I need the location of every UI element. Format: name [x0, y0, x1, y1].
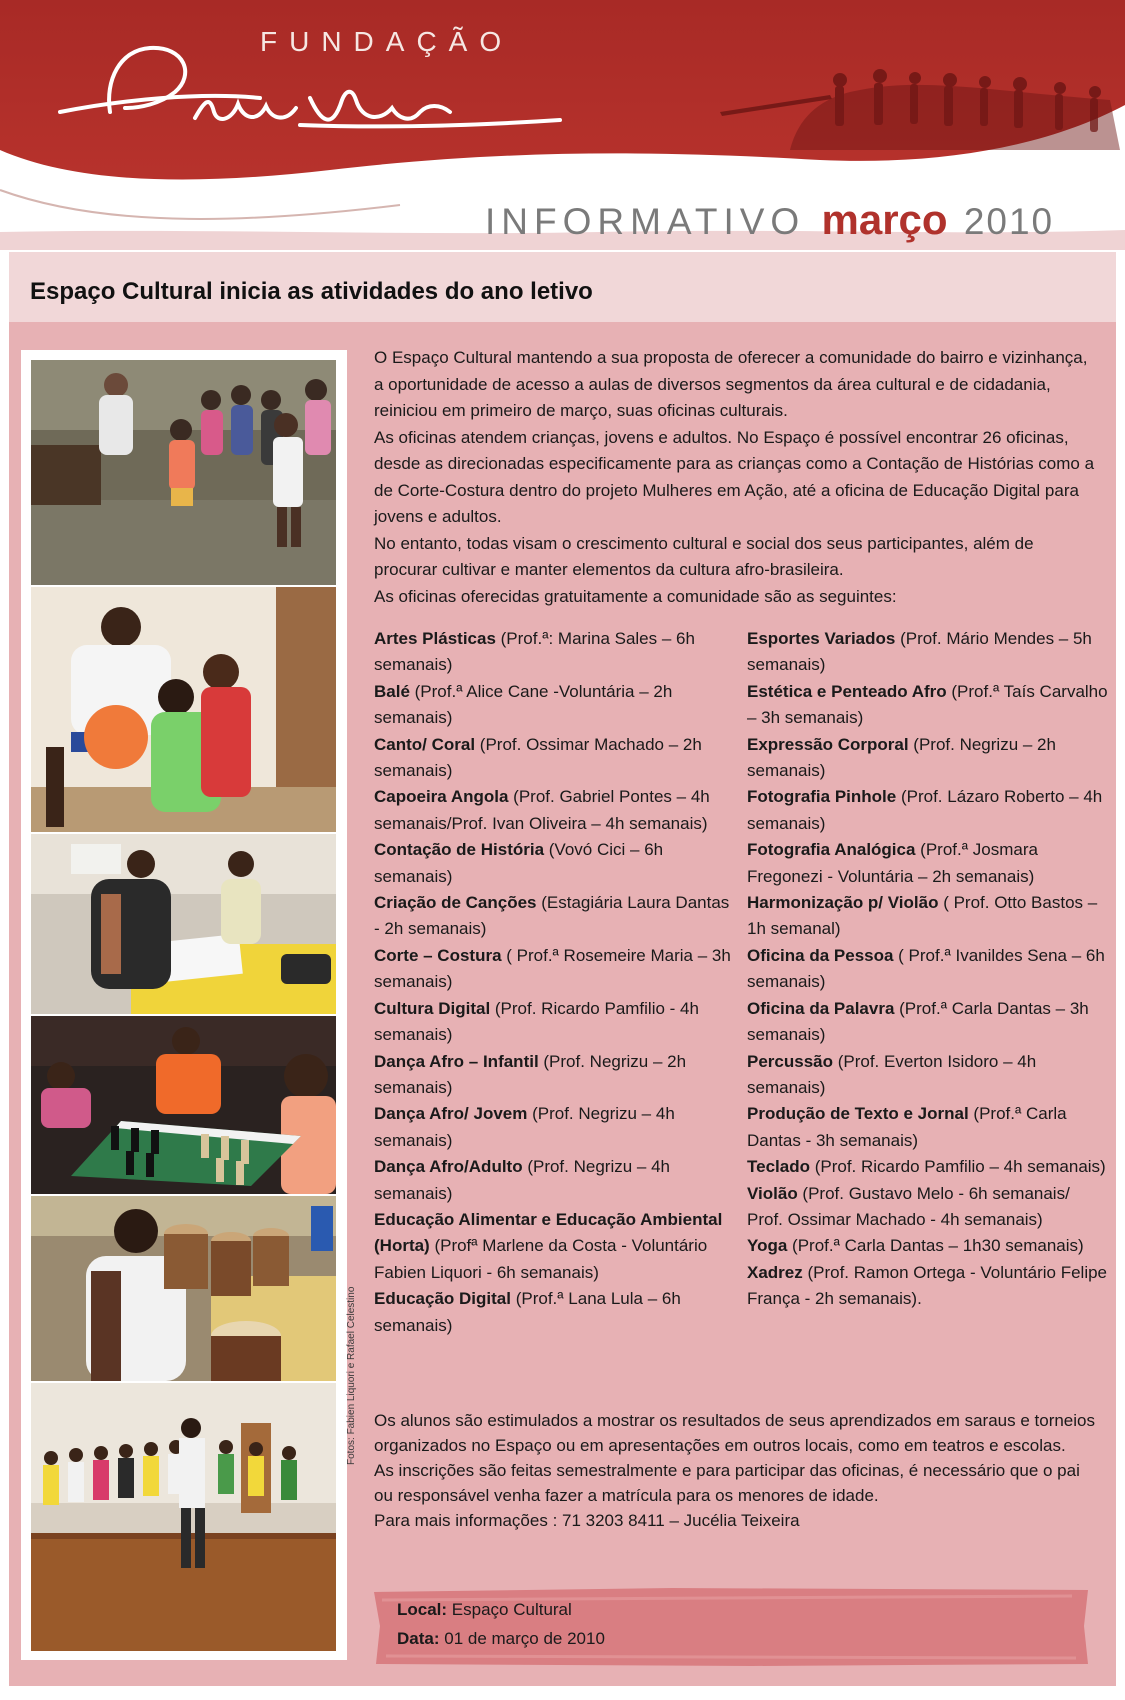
- workshop-detail: (Prof.ª Josmara Fregonezi - Voluntária – 2h semanais): [747, 840, 1038, 886]
- workshop-item: [374, 732, 736, 785]
- workshop-detail: (Prof. Ossimar Machado – 2h semanais): [374, 734, 702, 781]
- event-date: [397, 1629, 605, 1649]
- workshop-item: [374, 679, 736, 732]
- workshop-item: [747, 1233, 1109, 1259]
- workshop-name: Estética e Penteado Afro: [747, 681, 947, 701]
- workshop-detail: (Prof.ª Taís Carvalho – 3h semanais): [747, 681, 1108, 728]
- workshop-item: [374, 890, 736, 943]
- workshop-detail: (Prof. Negrizu – 4h semanais): [374, 1157, 670, 1203]
- workshop-item: [374, 1101, 736, 1154]
- workshop-item: [374, 837, 736, 890]
- photo-sports-ball: [31, 587, 336, 832]
- workshop-name: Fotografia Analógica: [747, 840, 916, 860]
- workshop-name: Violão: [747, 1183, 798, 1203]
- workshop-detail: (Estagiária Laura Dantas - 2h semanais): [374, 893, 730, 939]
- workshop-name: Oficina da Pessoa: [747, 945, 894, 965]
- photo-percussion: [31, 1196, 336, 1381]
- workshop-detail: ( Prof.ª Ivanildes Sena – 6h semanais): [747, 945, 1105, 992]
- workshop-detail: (Prof. Negrizu – 2h semanais): [374, 1051, 687, 1097]
- workshop-detail: (Vovó Cici – 6h semanais): [374, 840, 664, 886]
- workshop-detail: (Prof. Negrizu – 2h semanais): [747, 734, 1056, 781]
- workshop-item: [374, 1049, 736, 1102]
- workshop-name: Xadrez: [747, 1262, 803, 1282]
- title-band: [9, 252, 1116, 322]
- issue-year: 2010: [963, 201, 1055, 242]
- workshop-detail: (Prof. Negrizu – 4h semanais): [374, 1104, 675, 1150]
- workshop-name: Oficina da Palavra: [747, 998, 895, 1018]
- workshop-item: [747, 1181, 1109, 1234]
- date-label: Data:: [397, 1629, 440, 1648]
- event-location: [397, 1600, 572, 1620]
- workshop-detail: (Prof.ª Lana Lula – 6h semanais): [374, 1289, 681, 1335]
- workshop-item: [747, 943, 1109, 996]
- workshop-item: [747, 1049, 1109, 1102]
- workshop-name: Educação Alimentar e Educação Ambiental (Horta): [374, 1209, 723, 1256]
- workshop-name: Capoeira Angola: [374, 787, 509, 807]
- workshop-name: Fotografia Pinhole: [747, 787, 897, 807]
- intro-paragraph: O Espaço Cultural mantendo a sua proposta de oferecer a comunidade do bairro e vizinhança, a oportunidade de acesso a aulas de diversos segmentos da área cultural e de cidadania, reiniciou em primeiro de março, suas oficinas culturais.: [374, 348, 1088, 420]
- date-value: 01 de março de 2010: [439, 1629, 605, 1648]
- workshop-list-right: [747, 626, 1109, 1313]
- workshop-name: Teclado: [747, 1157, 810, 1177]
- workshop-name: Percussão: [747, 1051, 833, 1071]
- workshop-name: Dança Afro/Adulto: [374, 1157, 523, 1177]
- workshop-item: [374, 1207, 736, 1286]
- photo-column: [21, 350, 347, 1660]
- workshop-item: [747, 784, 1109, 837]
- issue-month: março: [821, 196, 948, 243]
- closing-paragraph: As inscrições são feitas semestralmente e para participar das oficinas, é necessário que o pai ou responsável venha fazer a matrícula para os menores de idade.: [374, 1461, 1080, 1505]
- intro-text: [374, 345, 1096, 610]
- newsletter-header: [0, 0, 1125, 250]
- workshop-name: Dança Afro/ Jovem: [374, 1104, 528, 1124]
- intro-paragraph: As oficinas oferecidas gratuitamente a comunidade são as seguintes:: [374, 586, 897, 606]
- workshop-detail: (Profª Marlene da Costa - Voluntário Fabien Liquori - 6h semanais): [374, 1236, 708, 1282]
- article-title: Espaço Cultural inicia as atividades do ano letivo: [30, 278, 593, 305]
- workshop-name: Produção de Texto e Jornal: [747, 1104, 969, 1124]
- workshop-name: Criação de Canções: [374, 893, 537, 913]
- workshop-item: [374, 1286, 736, 1339]
- workshop-item: [747, 1154, 1109, 1180]
- newsletter-label: INFORMATIVO: [485, 201, 806, 242]
- photo-chess: [31, 1016, 336, 1194]
- workshop-detail: (Prof. Gabriel Pontes – 4h semanais/Prof. Ivan Oliveira – 4h semanais): [374, 787, 710, 833]
- workshop-item: [747, 837, 1109, 890]
- workshop-detail: (Prof. Ramon Ortega - Voluntário Felipe França - 2h semanais).: [747, 1262, 1107, 1309]
- workshop-item: [747, 626, 1109, 679]
- closing-text: [374, 1408, 1096, 1533]
- workshop-detail: (Prof. Ricardo Pamfilio – 4h semanais): [809, 1157, 1106, 1177]
- workshop-detail: (Prof. Ricardo Pamfilio - 4h semanais): [374, 998, 699, 1045]
- workshop-item: [747, 1101, 1109, 1154]
- workshop-name: Artes Plásticas: [374, 629, 496, 648]
- workshop-item: [374, 943, 736, 996]
- workshop-name: Dança Afro – Infantil: [374, 1051, 539, 1071]
- contact-info: Para mais informações : 71 3203 8411 – Jucélia Teixeira: [374, 1511, 800, 1530]
- workshop-detail: (Prof.ª Carla Dantas – 3h semanais): [747, 998, 1089, 1045]
- workshop-item: [747, 890, 1109, 943]
- workshop-detail: (Prof.ª Carla Dantas - 3h semanais): [747, 1104, 1067, 1150]
- workshop-name: Canto/ Coral: [374, 734, 476, 754]
- intro-paragraph: As oficinas atendem crianças, jovens e adultos. No Espaço é possível encontrar 26 oficinas, desde as direcionadas especificamente para as crianças como a Contação de Histórias como a de Corte-Costura dentro do projeto Mulheres em Ação, até a oficina de Educação Digital para jovens e adultos.: [374, 427, 1095, 526]
- workshop-detail: (Prof.ª Carla Dantas – 1h30 semanais): [787, 1236, 1084, 1256]
- workshop-item: [374, 1154, 736, 1207]
- location-label: Local:: [397, 1600, 448, 1619]
- workshop-detail: (Prof. Everton Isidoro – 4h semanais): [747, 1051, 1037, 1097]
- workshop-name: Yoga: [747, 1236, 788, 1256]
- workshop-detail: (Prof.ª: Marina Sales – 6h semanais): [374, 629, 695, 675]
- intro-paragraph: No entanto, todas visam o crescimento cultural e social dos seus participantes, além de procurar cultivar e manter elementos da cultura afro-brasileira.: [374, 533, 1034, 579]
- workshop-name: Balé: [374, 681, 410, 701]
- workshop-list-left: [374, 626, 736, 1339]
- newsletter-issue: [485, 196, 1054, 244]
- event-info-box: [372, 1586, 1090, 1668]
- workshop-item: [374, 996, 736, 1049]
- workshop-detail: ( Prof.ª Rosemeire Maria – 3h semanais): [374, 945, 731, 992]
- workshop-detail: (Prof. Mário Mendes – 5h semanais): [747, 629, 1092, 675]
- photo-sewing-table: [31, 834, 336, 1014]
- workshop-detail: (Prof. Lázaro Roberto – 4h semanais): [747, 787, 1103, 833]
- workshop-item: [374, 784, 736, 837]
- workshop-name: Cultura Digital: [374, 998, 491, 1018]
- workshop-item: [747, 996, 1109, 1049]
- location-value: Espaço Cultural: [447, 1600, 572, 1619]
- workshop-item: [747, 732, 1109, 785]
- workshop-name: Esportes Variados: [747, 629, 896, 648]
- workshop-detail: (Prof.ª Alice Cane -Voluntária – 2h semanais): [374, 681, 673, 728]
- closing-paragraph: Os alunos são estimulados a mostrar os resultados de seus aprendizados em saraus e torneios organizados no Espaço ou em apresentações em outros locais, como em teatros e escolas.: [374, 1411, 1095, 1455]
- workshop-name: Contação de História: [374, 840, 545, 860]
- workshop-name: Harmonização p/ Violão: [747, 893, 939, 913]
- workshop-name: Expressão Corporal: [747, 734, 909, 754]
- workshop-item: [747, 679, 1109, 732]
- workshop-name: Educação Digital: [374, 1289, 511, 1309]
- org-label: FUNDAÇÃO: [260, 26, 514, 57]
- workshop-name: Corte – Costura: [374, 945, 502, 965]
- workshop-detail: (Prof. Gustavo Melo - 6h semanais/ Prof. Ossimar Machado - 4h semanais): [747, 1183, 1070, 1229]
- photo-dance-class: [31, 1383, 336, 1651]
- workshop-item: [374, 626, 736, 679]
- workshop-detail: ( Prof. Otto Bastos – 1h semanal): [747, 893, 1098, 939]
- photo-credit: Fotos: Fabien Liquori e Rafael Celestino: [346, 1286, 357, 1465]
- photo-children-line: [31, 360, 336, 585]
- workshop-item: [747, 1260, 1109, 1313]
